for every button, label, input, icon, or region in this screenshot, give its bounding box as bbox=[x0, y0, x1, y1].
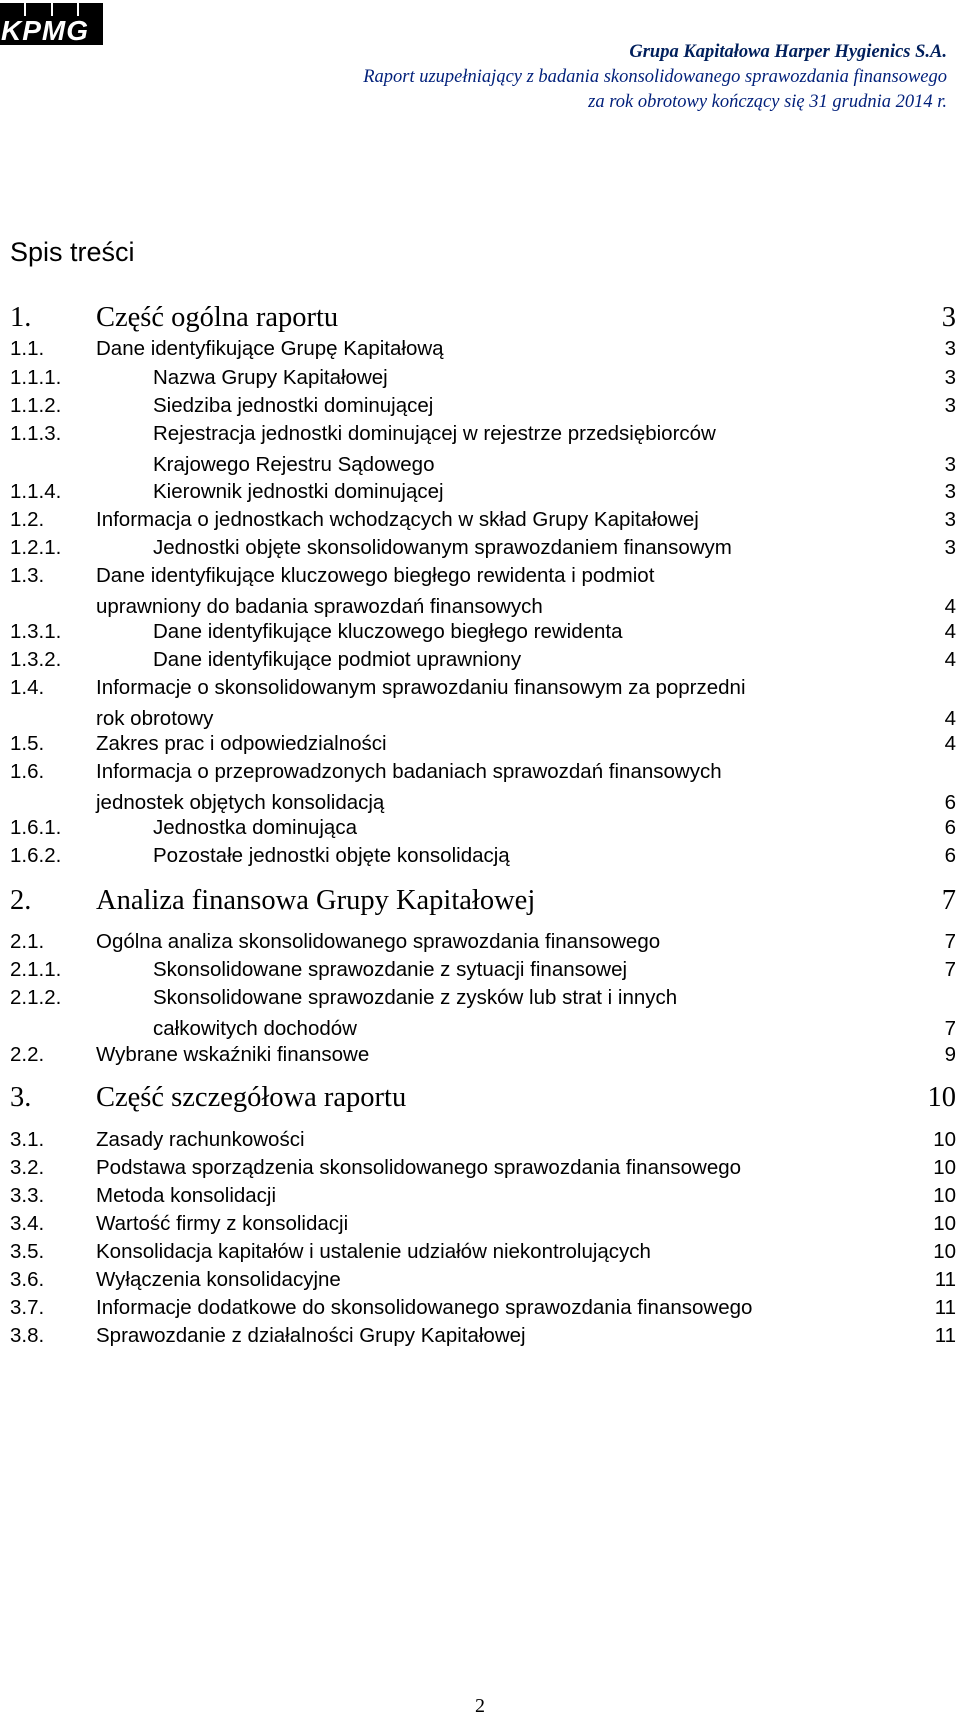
toc-entry-number: 2. bbox=[10, 885, 32, 916]
toc-entry-title-line: Wybrane wskaźniki finansowe bbox=[96, 1043, 370, 1066]
toc-entry-page: 3 bbox=[941, 302, 956, 333]
toc-entry-page: 7 bbox=[941, 885, 956, 916]
toc-entry-page: 10 bbox=[933, 1212, 956, 1235]
toc-entry-title-line: Dane identyfikujące kluczowego biegłego rewidenta i podmiot bbox=[96, 564, 655, 587]
toc-entry-number: 3.7. bbox=[10, 1296, 45, 1319]
toc-entry-page: 10 bbox=[933, 1156, 956, 1179]
toc-entry-title-line: Informacja o jednostkach wchodzących w skład Grupy Kapitałowej bbox=[96, 508, 699, 531]
toc-entry-title bbox=[96, 300, 338, 336]
toc-entry-page: 7 bbox=[944, 1017, 956, 1040]
toc-entry-title bbox=[96, 728, 387, 759]
toc-entry-title-line: Dane identyfikujące podmiot uprawniony bbox=[153, 648, 522, 671]
toc-entry-number: 3.2. bbox=[10, 1156, 45, 1179]
toc-entry-number: 1. bbox=[10, 302, 32, 333]
toc-entry-title-line: uprawniony do badania sprawozdań finansowych bbox=[96, 595, 543, 618]
toc-entry-title-line: Nazwa Grupy Kapitałowej bbox=[153, 366, 388, 389]
toc-entry-number: 1.1. bbox=[10, 337, 45, 360]
toc-entry-page: 10 bbox=[933, 1128, 956, 1151]
toc-entry-number: 3.5. bbox=[10, 1240, 45, 1263]
toc-entry-title-line: Informacja o przeprowadzonych badaniach sprawozdań finansowych bbox=[96, 760, 722, 783]
toc-entry-title bbox=[96, 1292, 752, 1323]
toc-entry-title bbox=[96, 1236, 651, 1267]
toc-entry-title bbox=[153, 840, 510, 871]
toc-entry-page: 9 bbox=[944, 1043, 956, 1066]
toc-entry-title-line: Jednostka dominująca bbox=[153, 816, 357, 839]
toc-entry-page: 3 bbox=[944, 366, 956, 389]
toc-entry-title-line: Skonsolidowane sprawozdanie z zysków lub strat i innych bbox=[153, 986, 678, 1009]
toc-entry-number: 1.1.1. bbox=[10, 366, 62, 389]
kpmg-logo-text: KPMG bbox=[0, 16, 103, 45]
toc-entry-page: 11 bbox=[934, 1296, 956, 1319]
toc-entry-number: 1.1.4. bbox=[10, 480, 62, 503]
header-report: Raport uzupełniający z badania skonsolidowanego sprawozdania finansowego bbox=[363, 67, 947, 87]
toc-entry-number: 1.2.1. bbox=[10, 536, 62, 559]
toc-entry-number: 1.1.3. bbox=[10, 422, 62, 445]
toc-entry-title-line: jednostek objętych konsolidacją bbox=[96, 791, 385, 814]
toc-entry-title bbox=[153, 982, 677, 1044]
toc-entry-number: 3.6. bbox=[10, 1268, 45, 1291]
toc-entry-title bbox=[153, 812, 357, 843]
toc-entry-number: 1.2. bbox=[10, 508, 45, 531]
toc-entry-number: 3. bbox=[10, 1082, 32, 1113]
toc-entry-page: 10 bbox=[927, 1082, 956, 1113]
toc-entry-title-line: Rejestracja jednostki dominującej w rejestrze przedsiębiorców bbox=[153, 422, 716, 445]
toc-entry-page: 11 bbox=[934, 1268, 956, 1291]
toc-entry-title-line: Podstawa sporządzenia skonsolidowanego sprawozdania finansowego bbox=[96, 1156, 742, 1179]
toc-entry-page: 4 bbox=[944, 648, 956, 671]
toc-entry-title-line: Informacje dodatkowe do skonsolidowanego sprawozdania finansowego bbox=[96, 1296, 753, 1319]
toc-entry-title bbox=[153, 418, 716, 480]
toc-entry-title bbox=[96, 926, 660, 957]
toc-entry-title bbox=[153, 532, 732, 563]
toc-entry-title bbox=[96, 333, 444, 364]
toc-entry-title bbox=[96, 756, 722, 818]
toc-entry-page: 6 bbox=[944, 844, 956, 867]
toc-entry-title bbox=[96, 560, 654, 622]
toc-entry-number: 1.6.2. bbox=[10, 844, 62, 867]
toc-entry-title bbox=[96, 1124, 305, 1155]
toc-entry-title-line: Dane identyfikujące Grupę Kapitałową bbox=[96, 337, 444, 360]
toc-entry-title-line: Skonsolidowane sprawozdanie z sytuacji finansowej bbox=[153, 958, 628, 981]
toc-entry-page: 10 bbox=[933, 1240, 956, 1263]
toc-entry-page: 10 bbox=[933, 1184, 956, 1207]
toc-entry-page: 3 bbox=[944, 536, 956, 559]
toc-entry-title-line: Informacje o skonsolidowanym sprawozdaniu finansowym za poprzedni bbox=[96, 676, 746, 699]
toc-entry-page: 4 bbox=[944, 595, 956, 618]
toc-entry-title bbox=[153, 390, 433, 421]
toc-entry-title-line: Wyłączenia konsolidacyjne bbox=[96, 1268, 341, 1291]
toc-entry-number: 3.8. bbox=[10, 1324, 45, 1347]
toc-entry-title bbox=[153, 954, 627, 985]
toc-entry-number: 1.3.1. bbox=[10, 620, 62, 643]
toc-entry-title-line: Kierownik jednostki dominującej bbox=[153, 480, 444, 503]
toc-entry-title-line: Konsolidacja kapitałów i ustalenie udziałów niekontrolujących bbox=[96, 1240, 651, 1263]
toc-entry-number: 2.1.1. bbox=[10, 958, 62, 981]
toc-entry-number: 1.6.1. bbox=[10, 816, 62, 839]
toc-entry-number: 1.4. bbox=[10, 676, 45, 699]
toc-entry-title-line: Pozostałe jednostki objęte konsolidacją bbox=[153, 844, 510, 867]
toc-entry-page: 3 bbox=[944, 337, 956, 360]
toc-entry-title bbox=[96, 883, 535, 919]
toc-entry-title-line: Analiza finansowa Grupy Kapitałowej bbox=[96, 885, 536, 916]
toc-entry-title bbox=[153, 616, 623, 647]
toc-entry-page: 4 bbox=[944, 707, 956, 730]
toc-entry-title bbox=[96, 1320, 526, 1351]
toc-entry-number: 1.3. bbox=[10, 564, 45, 587]
toc-entry-page: 6 bbox=[944, 816, 956, 839]
toc-entry-number: 1.1.2. bbox=[10, 394, 62, 417]
toc-entry-title bbox=[96, 504, 699, 535]
toc-entry-number: 1.6. bbox=[10, 760, 45, 783]
toc-entry-number: 1.3.2. bbox=[10, 648, 62, 671]
toc-entry-title-line: Zakres prac i odpowiedzialności bbox=[96, 732, 387, 755]
toc-entry-number: 3.1. bbox=[10, 1128, 45, 1151]
toc-entry-page: 3 bbox=[944, 394, 956, 417]
toc-entry-title-line: Ogólna analiza skonsolidowanego sprawozdania finansowego bbox=[96, 930, 661, 953]
toc-entry-title bbox=[153, 362, 388, 393]
toc-entry-title bbox=[153, 644, 521, 675]
header-period: za rok obrotowy kończący się 31 grudnia 2014 r. bbox=[588, 92, 947, 112]
toc-entry-number: 2.2. bbox=[10, 1043, 45, 1066]
toc-entry-title bbox=[96, 1152, 741, 1183]
toc-entry-title-line: Dane identyfikujące kluczowego biegłego rewidenta bbox=[153, 620, 623, 643]
header-company: Grupa Kapitałowa Harper Hygienics S.A. bbox=[629, 42, 947, 62]
toc-entry-title-line: Wartość firmy z konsolidacji bbox=[96, 1212, 349, 1235]
toc-entry-title bbox=[96, 1264, 341, 1295]
toc-entry-title bbox=[96, 1180, 276, 1211]
toc-entry-page: 7 bbox=[944, 958, 956, 981]
toc-entry-number: 2.1. bbox=[10, 930, 45, 953]
toc-entry-title bbox=[96, 1208, 348, 1239]
toc-entry-page: 3 bbox=[944, 508, 956, 531]
toc-entry-title-line: Metoda konsolidacji bbox=[96, 1184, 277, 1207]
toc-entry-title-line: Część szczegółowa raportu bbox=[96, 1082, 407, 1113]
toc-entry-title-line: Część ogólna raportu bbox=[96, 302, 339, 333]
toc-entry-page: 3 bbox=[944, 453, 956, 476]
page-number: 2 bbox=[475, 1695, 485, 1717]
toc-entry-title-line: Siedziba jednostki dominującej bbox=[153, 394, 434, 417]
toc-title: Spis treści bbox=[10, 237, 135, 267]
toc-entry-number: 3.3. bbox=[10, 1184, 45, 1207]
toc-entry-title-line: całkowitych dochodów bbox=[153, 1017, 357, 1040]
toc-entry-title bbox=[96, 672, 746, 734]
toc-entry-page: 6 bbox=[944, 791, 956, 814]
toc-entry-title-line: Jednostki objęte skonsolidowanym sprawozdaniem finansowym bbox=[153, 536, 732, 559]
toc-entry-title-line: rok obrotowy bbox=[96, 707, 214, 730]
toc-entry-title bbox=[96, 1080, 406, 1116]
toc-entry-title bbox=[96, 1039, 369, 1070]
toc-entry-page: 7 bbox=[944, 930, 956, 953]
toc-entry-page: 3 bbox=[944, 480, 956, 503]
toc-entry-title-line: Krajowego Rejestru Sądowego bbox=[153, 453, 435, 476]
toc-entry-page: 11 bbox=[934, 1324, 956, 1347]
toc-entry-number: 2.1.2. bbox=[10, 986, 62, 1009]
toc-entry-page: 4 bbox=[944, 732, 956, 755]
toc-entry-title-line: Sprawozdanie z działalności Grupy Kapitałowej bbox=[96, 1324, 526, 1347]
toc-entry-number: 1.5. bbox=[10, 732, 45, 755]
toc-entry-title-line: Zasady rachunkowości bbox=[96, 1128, 305, 1151]
toc-entry-page: 4 bbox=[944, 620, 956, 643]
toc-entry-title bbox=[153, 476, 444, 507]
toc-entry-number: 3.4. bbox=[10, 1212, 45, 1235]
